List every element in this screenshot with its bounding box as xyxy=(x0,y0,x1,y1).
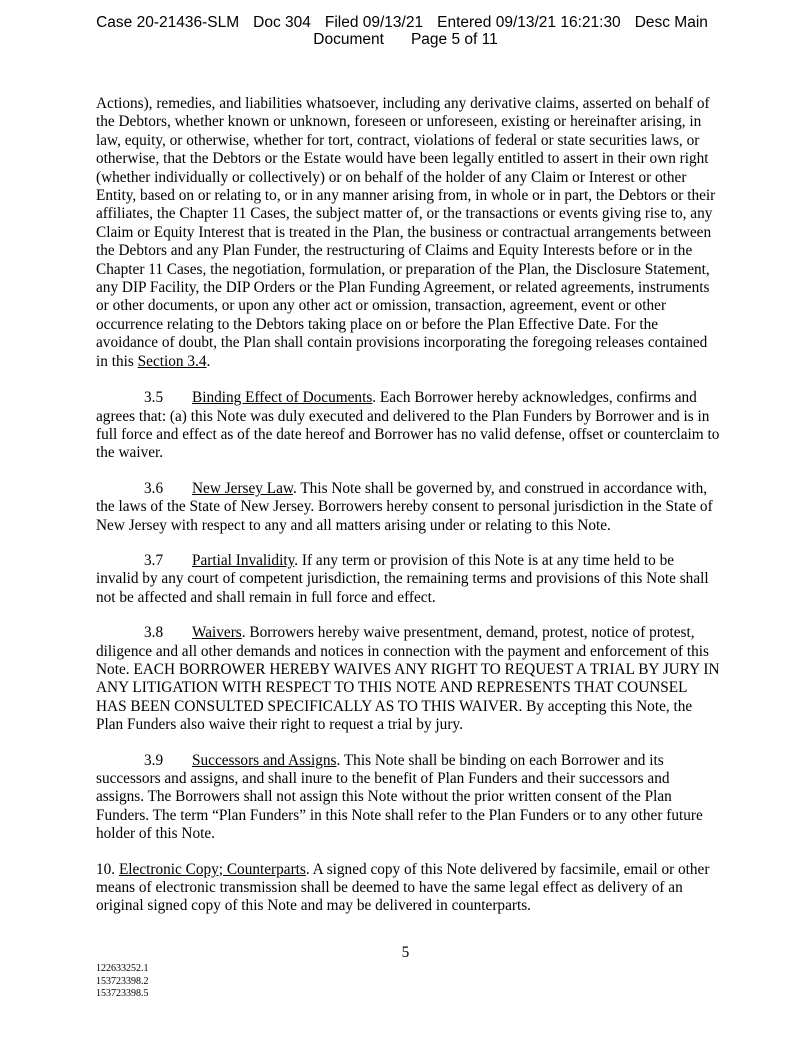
section-3-5 xyxy=(96,389,720,463)
section-3-6 xyxy=(96,480,720,535)
document-body xyxy=(96,95,720,933)
page-number: 5 xyxy=(401,944,410,961)
section-3-7 xyxy=(96,552,720,607)
continuation-paragraph: Actions), remedies, and liabilities whatsoever, including any derivative claims, asserted on behalf of the Debtors, whether known or unknown, foreseen or unforeseen, existing or hereinafter arising, in law, equity, or otherwise, whether for tort, contract, violations of federal or state securities laws, or otherwise, that the Debtors or the Estate would have been legally entitled to assert in their own right (whether individually or collectively) or on behalf of the holder of any Claim or Interest or other Entity, based on or relating to, or in any manner arising from, in whole or in part, the Debtors or their affiliates, the Chapter 11 Cases, the subject matter of, or the transactions or events giving rise to, any Claim or Equity Interest that is treated in the Plan, the business or contractual arrangements between the Debtors and any Plan Funder, the restructuring of Claims and Equity Interests before or in the Chapter 11 Cases, the negotiation, formulation, or preparation of the Plan, the Disclosure Statement, any DIP Facility, the DIP Orders or the Plan Funding Agreement, or related agreements, instruments or other documents, or upon any other act or omission, transaction, agreement, event or other occurrence relating to the Debtors taking place on or before the Plan Effective Date. For the avoidance of doubt, the Plan shall contain provisions incorporating the foregoing releases contained in this Section 3.4. xyxy=(96,95,716,370)
section-text: . Each Borrower hereby acknowledges, confirms and agrees that: (a) this Note was duly executed and delivered to the Plan Funders by Borrower and is in full force and effect as of the date hereof and Borrower has no valid defense, offset or counterclaim to the waiver. xyxy=(96,389,720,462)
section-text: . Borrowers hereby waive presentment, demand, protest, notice of protest, diligence and all other demands and notices in connection with the payment and enforcement of this Note. EACH BORROWER HEREBY WAIVES ANY RIGHT TO REQUEST A TRIAL BY JURY IN ANY LITIGATION WITH RESPECT TO THIS NOTE AND REPRESENTS THAT COUNSEL HAS BEEN CONSULTED SPECIFICALLY AS TO THIS WAIVER. By accepting this Note, the Plan Funders also waive their right to request a trial by jury. xyxy=(96,624,720,734)
section-title: New Jersey Law xyxy=(192,479,293,497)
section-title: Binding Effect of Documents xyxy=(192,389,373,407)
doc-id: 153723398.5 xyxy=(96,988,149,1000)
case-header-line-1 xyxy=(0,14,811,31)
section-text: . If any term or provision of this Note is at any time held to be invalid by any court of competent jurisdiction, the remaining terms and provisions of this Note shall not be affected and shall remain in full force and effect. xyxy=(96,551,709,606)
section-number: 3.5 xyxy=(144,389,164,407)
section-title: Waivers xyxy=(192,624,242,642)
case-header xyxy=(0,14,811,48)
case-number: Case 20-21436-SLM xyxy=(96,14,240,31)
section-number: 3.7 xyxy=(144,551,164,569)
doc-id: 153723398.2 xyxy=(96,975,149,987)
section-number: 3.6 xyxy=(144,479,164,497)
case-header-line-2 xyxy=(0,31,811,48)
desc-label: Desc Main xyxy=(634,14,708,31)
doc-number: Doc 304 xyxy=(253,14,311,31)
section-text: . This Note shall be binding on each Borrower and its successors and assigns, and shall inure to the benefit of Plan Funders and their successors and assigns. The Borrowers shall not assign this Note without the prior written consent of the Plan Funders. The term “Plan Funders” in this Note shall refer to the Plan Funders or to any other future holder of this Note. xyxy=(96,751,703,843)
section-number: 3.8 xyxy=(144,624,164,642)
section-10 xyxy=(96,861,720,916)
section-text: . A signed copy of this Note delivered by facsimile, email or other means of electronic transmission shall be deemed to have the same legal effect as delivery of an original signed copy of this Note and may be delivered in counterparts. xyxy=(96,860,710,915)
section-title: Partial Invalidity xyxy=(192,551,295,569)
section-text: . This Note shall be governed by, and construed in accordance with, the laws of the State of New Jersey. Borrowers hereby consent to personal jurisdiction in the State of New Jersey with respect to any and all matters arising under or relating to this Note. xyxy=(96,479,713,534)
document-ids xyxy=(96,963,149,1001)
page-of-label: Page 5 of 11 xyxy=(410,31,498,48)
doc-id: 122633252.1 xyxy=(96,963,149,974)
filed-date: Filed 09/13/21 xyxy=(324,14,424,31)
document-label: Document xyxy=(313,31,384,48)
section-number: 10. xyxy=(96,860,116,878)
section-title: Successors and Assigns xyxy=(192,751,337,769)
section-title: Electronic Copy; Counterparts xyxy=(118,860,306,878)
section-reference: Section 3.4 xyxy=(137,352,207,370)
section-3-8 xyxy=(96,624,720,734)
section-number: 3.9 xyxy=(144,751,164,769)
entered-date: Entered 09/13/21 16:21:30 xyxy=(437,14,621,31)
section-3-9 xyxy=(96,752,720,844)
